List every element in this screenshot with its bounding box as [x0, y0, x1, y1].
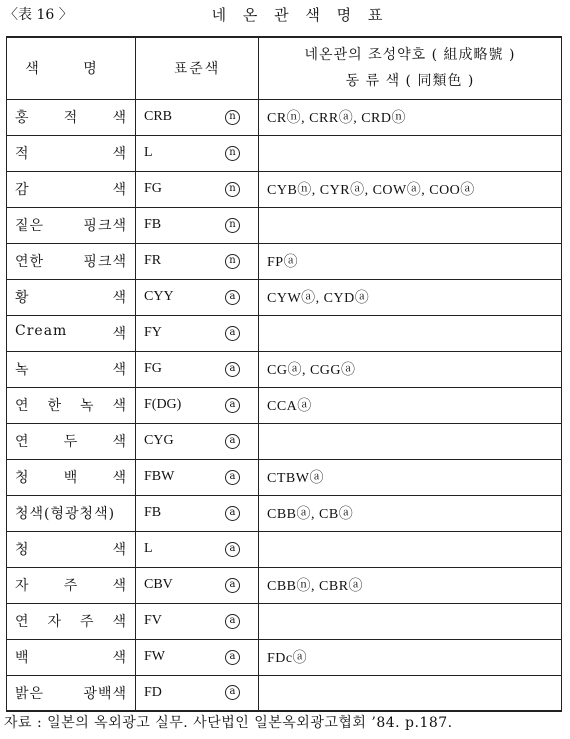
color-name-cell — [7, 243, 136, 279]
color-name: 적 색 — [15, 146, 127, 162]
color-name: 황 색 — [15, 290, 127, 306]
standard-color-cell — [136, 459, 259, 495]
similar-colors-cell — [259, 675, 562, 711]
standard-color-cell — [136, 99, 259, 135]
table-header-row — [7, 37, 562, 99]
table-row — [7, 495, 562, 531]
similar-colors-cell — [259, 423, 562, 459]
color-name-cell — [7, 603, 136, 639]
table-row — [7, 567, 562, 603]
standard-color-cell — [136, 675, 259, 711]
circled-mark: a — [225, 542, 240, 557]
circled-mark: a — [225, 398, 240, 413]
standard-color-cell — [136, 315, 259, 351]
similar-colors-cell — [259, 603, 562, 639]
circled-mark: a — [225, 650, 240, 665]
standard-code: L — [144, 145, 153, 160]
standard-code: FW — [144, 649, 165, 664]
table-row — [7, 243, 562, 279]
circled-mark: n — [225, 110, 240, 125]
standard-code: FY — [144, 325, 162, 340]
standard-code: FB — [144, 217, 162, 232]
neon-color-table — [6, 36, 562, 712]
header-standard-color: 표준색 — [136, 37, 259, 99]
table-row — [7, 279, 562, 315]
standard-code: FD — [144, 684, 162, 700]
color-name: 연한 핑크색 — [15, 254, 127, 270]
standard-color-cell — [136, 207, 259, 243]
standard-code: FB — [144, 505, 162, 520]
color-name: 백 색 — [15, 650, 127, 666]
table-row — [7, 135, 562, 171]
similar-colors-cell: CBBⓐ, CBⓐ — [259, 495, 562, 531]
table-body — [7, 99, 562, 711]
similar-colors-cell: CTBWⓐ — [259, 459, 562, 495]
color-name-cell — [7, 531, 136, 567]
color-name-cell — [7, 639, 136, 675]
color-name: 청 백 색 — [15, 470, 127, 486]
color-name-cell — [7, 135, 136, 171]
circled-mark: a — [225, 578, 240, 593]
color-name-cell — [7, 99, 136, 135]
table-row — [7, 675, 562, 711]
table-row — [7, 639, 562, 675]
standard-color-cell — [136, 567, 259, 603]
circled-mark: n — [225, 218, 240, 233]
standard-color-cell — [136, 387, 259, 423]
color-name: 녹 색 — [15, 362, 127, 378]
standard-code: FG — [144, 181, 162, 196]
color-name: 연 자 주 색 — [15, 614, 127, 630]
circled-mark: a — [225, 506, 240, 521]
similar-colors-cell: CCAⓐ — [259, 387, 562, 423]
color-name-cell — [7, 315, 136, 351]
color-name: 연 두 색 — [15, 434, 127, 450]
color-name: 홍 적 색 — [15, 110, 127, 126]
similar-colors-cell: CYWⓐ, CYDⓐ — [259, 279, 562, 315]
standard-color-cell — [136, 423, 259, 459]
standard-code: CRB — [144, 109, 173, 124]
standard-color-cell — [136, 495, 259, 531]
circled-mark: n — [225, 146, 240, 161]
header-similar-line1: 네온관의 조성약호 ( 組成略號 ) — [304, 47, 516, 64]
color-name: 짙은 핑크색 — [15, 218, 127, 234]
color-name: 자 주 색 — [15, 578, 127, 594]
similar-colors-cell — [259, 135, 562, 171]
color-name-cell — [7, 387, 136, 423]
table-row — [7, 423, 562, 459]
circled-mark: n — [225, 254, 240, 269]
similar-colors-cell: CGⓐ, CGGⓐ — [259, 351, 562, 387]
table-row — [7, 207, 562, 243]
table-row — [7, 459, 562, 495]
circled-mark: n — [225, 182, 240, 197]
standard-code: L — [144, 541, 153, 556]
color-name-cell — [7, 207, 136, 243]
similar-colors-cell: CYBⓝ, CYRⓐ, COWⓐ, COOⓐ — [259, 171, 562, 207]
color-name: 청 색 — [15, 542, 127, 558]
similar-colors-cell — [259, 531, 562, 567]
circled-mark: a — [225, 470, 240, 485]
circled-mark: a — [225, 362, 240, 377]
standard-color-cell — [136, 603, 259, 639]
table-row — [7, 315, 562, 351]
standard-color-cell — [136, 171, 259, 207]
circled-mark: a — [225, 290, 240, 305]
color-name: 밝은 광백색 — [15, 685, 127, 702]
standard-color-cell — [136, 135, 259, 171]
similar-colors-cell — [259, 315, 562, 351]
color-name: 연 한 녹 색 — [15, 398, 127, 414]
color-name-cell — [7, 171, 136, 207]
header-similar-line2: 동 류 색 ( 同類色 ) — [345, 73, 475, 90]
table-label: 〈表 16 〉 — [4, 7, 73, 23]
similar-colors-cell: FDcⓐ — [259, 639, 562, 675]
table-row — [7, 387, 562, 423]
table-row — [7, 171, 562, 207]
standard-code: FR — [144, 253, 162, 268]
standard-code: CBV — [144, 577, 173, 592]
color-name: 청색(형광청색) — [15, 506, 116, 522]
color-name-cell — [7, 279, 136, 315]
page-title: 네 온 관 색 명 표 — [211, 6, 389, 24]
source-note: 자료 : 일본의 옥외광고 실무. 사단법인 일본옥외광고협회 ’84. p.187. — [4, 715, 453, 731]
standard-code: CYG — [144, 433, 174, 448]
color-name-cell — [7, 423, 136, 459]
color-name-cell — [7, 459, 136, 495]
circled-mark: a — [225, 614, 240, 629]
header-color-name: 색 명 — [7, 37, 136, 99]
similar-colors-cell: CRⓝ, CRRⓐ, CRDⓝ — [259, 99, 562, 135]
circled-mark: a — [225, 326, 240, 341]
standard-code: CYY — [144, 289, 174, 304]
standard-code: FBW — [144, 469, 175, 484]
similar-colors-cell: CBBⓝ, CBRⓐ — [259, 567, 562, 603]
standard-color-cell — [136, 351, 259, 387]
color-name-cell — [7, 351, 136, 387]
similar-colors-cell: FPⓐ — [259, 243, 562, 279]
standard-color-cell — [136, 531, 259, 567]
color-name: 감 색 — [15, 182, 127, 198]
standard-code: F(DG) — [144, 397, 182, 412]
color-name-cell — [7, 675, 136, 711]
circled-mark: a — [225, 434, 240, 449]
table-row — [7, 351, 562, 387]
table-row — [7, 603, 562, 639]
standard-color-cell — [136, 243, 259, 279]
color-name-cell — [7, 495, 136, 531]
color-name: Cream 색 — [15, 323, 127, 342]
color-name-cell — [7, 567, 136, 603]
header-similar-colors — [259, 37, 562, 99]
standard-color-cell — [136, 639, 259, 675]
table-row — [7, 99, 562, 135]
table-row — [7, 531, 562, 567]
circled-mark: a — [225, 685, 240, 700]
similar-colors-cell — [259, 207, 562, 243]
standard-code: FG — [144, 361, 162, 376]
standard-code: FV — [144, 613, 162, 628]
standard-color-cell — [136, 279, 259, 315]
